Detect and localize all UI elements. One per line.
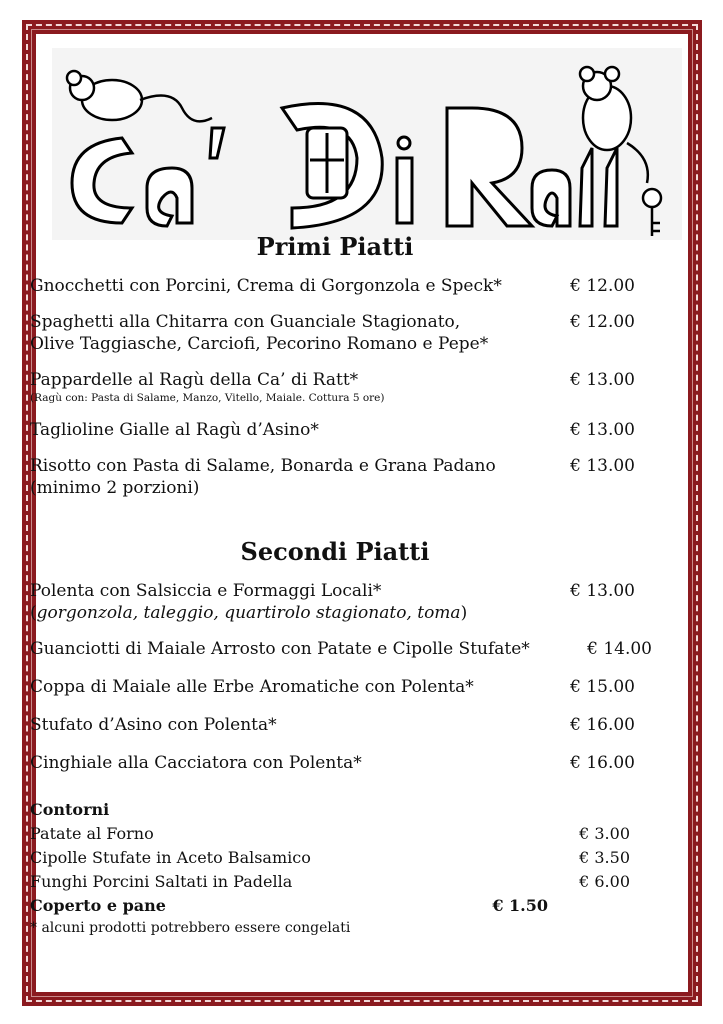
primi-item-1 xyxy=(30,275,640,297)
dish-name: Gnocchetti con Porcini, Crema di Gorgonzola e Speck* xyxy=(30,276,502,296)
secondi-item-4 xyxy=(30,714,640,736)
dish-cheeses: gorgonzola, taleggio, quartirolo stagionato, toma xyxy=(36,603,461,623)
dish-price: € 13.00 xyxy=(570,456,635,476)
dish-name: Coppa di Maiale alle Erbe Aromatiche con Polenta* xyxy=(30,677,474,697)
dish-note: (Ragù con: Pasta di Salame, Manzo, Vitello, Maiale. Cottura 5 ore) xyxy=(30,392,385,404)
secondi-item-2 xyxy=(30,638,652,660)
side-name: Patate al Forno xyxy=(30,824,154,843)
secondi-title: Secondi Piatti xyxy=(240,537,430,566)
coperto-row xyxy=(30,894,640,918)
dish-price: € 16.00 xyxy=(570,753,635,773)
primi-item-5 xyxy=(30,455,640,499)
dish-name: Cinghiale alla Cacciatora con Polenta* xyxy=(30,753,362,773)
side-price: € 6.00 xyxy=(579,872,630,891)
contorni-item-1 xyxy=(30,822,640,846)
dish-price: € 13.00 xyxy=(570,370,635,390)
logo-mice-icon xyxy=(52,48,682,240)
dish-name: Spaghetti alla Chitarra con Guanciale Stagionato, xyxy=(30,312,461,332)
dish-description: (minimo 2 porzioni) xyxy=(30,478,200,498)
coperto-price: € 1.50 xyxy=(492,896,548,915)
secondi-item-1 xyxy=(30,580,640,624)
contorni-item-2 xyxy=(30,846,640,870)
dish-description: Olive Taggiasche, Carciofi, Pecorino Romano e Pepe* xyxy=(30,334,489,354)
side-price: € 3.50 xyxy=(579,848,630,867)
dish-price: € 15.00 xyxy=(570,677,635,697)
primi-item-3 xyxy=(30,369,640,405)
dish-name: Risotto con Pasta di Salame, Bonarda e Grana Padano xyxy=(30,456,496,476)
dish-name: Guanciotti di Maiale Arrosto con Patate e Cipolle Stufate* xyxy=(30,639,530,659)
dish-description xyxy=(30,602,640,624)
dish-name: Stufato d’Asino con Polenta* xyxy=(30,715,277,735)
dish-price: € 12.00 xyxy=(570,312,635,332)
footnote: * alcuni prodotti potrebbero essere congelati xyxy=(30,920,351,936)
dish-price: € 14.00 xyxy=(587,639,652,659)
coperto-label: Coperto e pane xyxy=(30,896,166,915)
paren-close: ) xyxy=(460,603,468,623)
paren-open: ( xyxy=(30,603,37,623)
contorni-item-3 xyxy=(30,870,640,894)
primi-title: Primi Piatti xyxy=(256,232,414,261)
secondi-item-3 xyxy=(30,676,640,698)
contorni-section xyxy=(30,798,640,938)
dish-price: € 12.00 xyxy=(570,276,635,296)
dish-name: Polenta con Salsiccia e Formaggi Locali* xyxy=(30,581,382,601)
dish-price: € 13.00 xyxy=(570,581,635,601)
primi-item-4 xyxy=(30,419,640,441)
dish-price: € 13.00 xyxy=(570,420,635,440)
dish-name: Taglioline Gialle al Ragù d’Asino* xyxy=(30,420,319,440)
dish-name: Pappardelle al Ragù della Ca’ di Ratt* xyxy=(30,370,359,390)
menu-content xyxy=(30,232,652,938)
logo-banner xyxy=(52,48,682,240)
dish-price: € 16.00 xyxy=(570,715,635,735)
side-name: Funghi Porcini Saltati in Padella xyxy=(30,872,293,891)
contorni-title: Contorni xyxy=(30,800,110,819)
side-price: € 3.00 xyxy=(579,824,630,843)
side-name: Cipolle Stufate in Aceto Balsamico xyxy=(30,848,311,867)
secondi-item-5 xyxy=(30,752,640,774)
primi-item-2 xyxy=(30,311,640,355)
